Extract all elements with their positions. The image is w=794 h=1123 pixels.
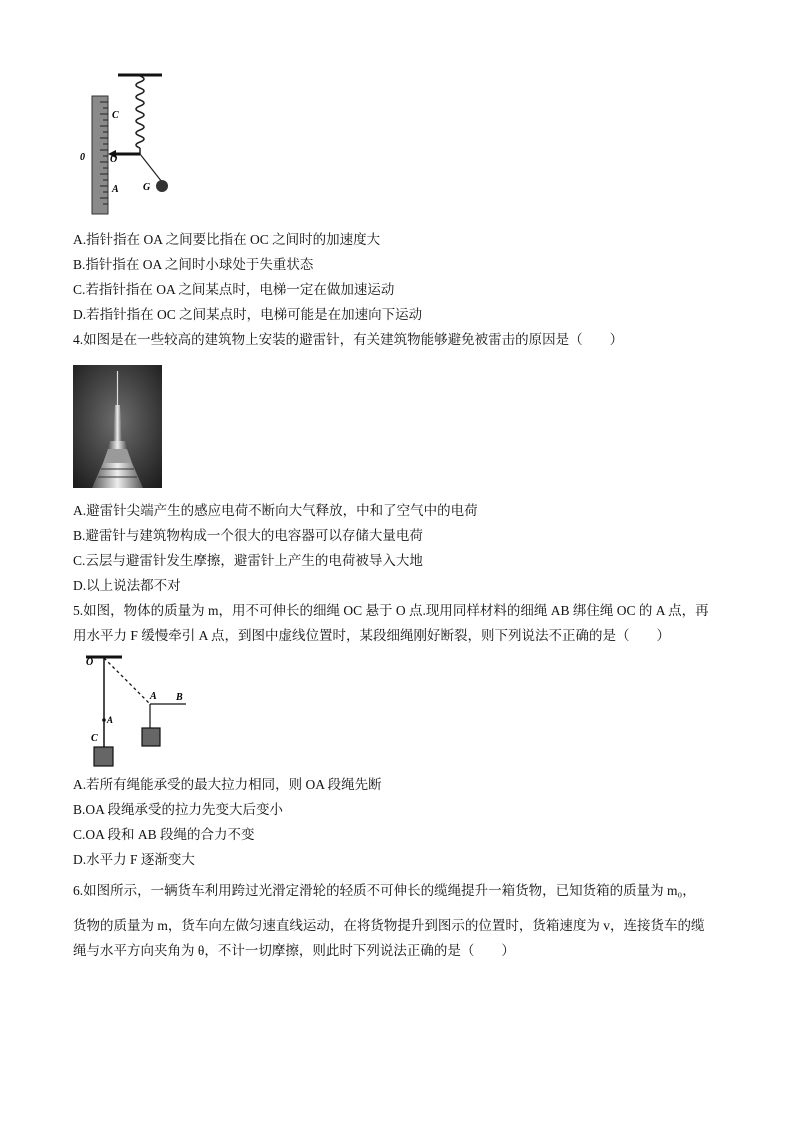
label-b: B <box>176 692 183 703</box>
label-zero: 0 <box>80 152 85 163</box>
q4-option-b: B.避雷针与建筑物构成一个很大的电容器可以存储大量电荷 <box>73 528 423 543</box>
q3-option-b: B.指针指在 OA 之间时小球处于失重状态 <box>73 257 314 272</box>
label-c: C <box>91 733 98 744</box>
q5-option-d: D.水平力 F 逐渐变大 <box>73 852 195 867</box>
q5-stem-line2: 用水平力 F 缓慢牵引 A 点，到图中虚线位置时，某段细绳刚好断裂，则下列说法不正确的是（ ） <box>73 628 671 643</box>
label-o: O <box>86 657 94 668</box>
label-c: C <box>112 110 119 121</box>
label-g: G <box>143 182 151 193</box>
q6-stem-line2: 货物的质量为 m，货车向左做匀速直线运动，在将货物提升到图示的位置时，货箱速度为 v，连接货车的缆 <box>73 918 705 933</box>
q4-option-a: A.避雷针尖端产生的感应电荷不断向大气释放，中和了空气中的电荷 <box>73 503 478 518</box>
label-a: A <box>112 184 119 195</box>
q3-option-d: D.若指针指在 OC 之间某点时，电梯可能是在加速向下运动 <box>73 307 423 322</box>
q5-option-c: C.OA 段和 AB 段绳的合力不变 <box>73 827 255 842</box>
q6-stem-line1: 6.如图所示，一辆货车利用跨过光滑定滑轮的轻质不可伸长的缆绳提升一箱货物，已知货箱的质量为 m₀， <box>73 883 696 898</box>
q5-stem-line1: 5.如图，物体的质量为 m，用不可伸长的细绳 OC 悬于 O 点.现用同样材料的细绳 AB 绑住绳 OC 的 A 点，再 <box>73 603 709 618</box>
q6-stem-line3: 绳与水平方向夹角为 θ，不计一切摩擦，则此时下列说法正确的是（ ） <box>73 943 515 958</box>
q5-option-a: A.若所有绳能承受的最大拉力相同，则 OA 段绳先断 <box>73 777 382 792</box>
spring-scale-figure <box>78 72 170 222</box>
q4-stem: 4.如图是在一些较高的建筑物上安装的避雷针，有关建筑物能够避免被雷击的原因是（ ） <box>73 332 624 347</box>
q5-option-b: B.OA 段绳承受的拉力先变大后变小 <box>73 802 284 817</box>
lightning-rod-photo <box>73 365 162 488</box>
q3-option-c: C.若指针指在 OA 之间某点时，电梯一定在做加速运动 <box>73 282 395 297</box>
label-a-top: A <box>150 691 157 702</box>
label-o: O <box>110 154 118 165</box>
q3-option-a: A.指针指在 OA 之间要比指在 OC 之间时的加速度大 <box>73 232 381 247</box>
rope-block-figure <box>80 652 200 770</box>
q4-option-d: D.以上说法都不对 <box>73 578 181 593</box>
q4-option-c: C.云层与避雷针发生摩擦，避雷针上产生的电荷被导入大地 <box>73 553 423 568</box>
label-a-low: A <box>107 715 114 725</box>
